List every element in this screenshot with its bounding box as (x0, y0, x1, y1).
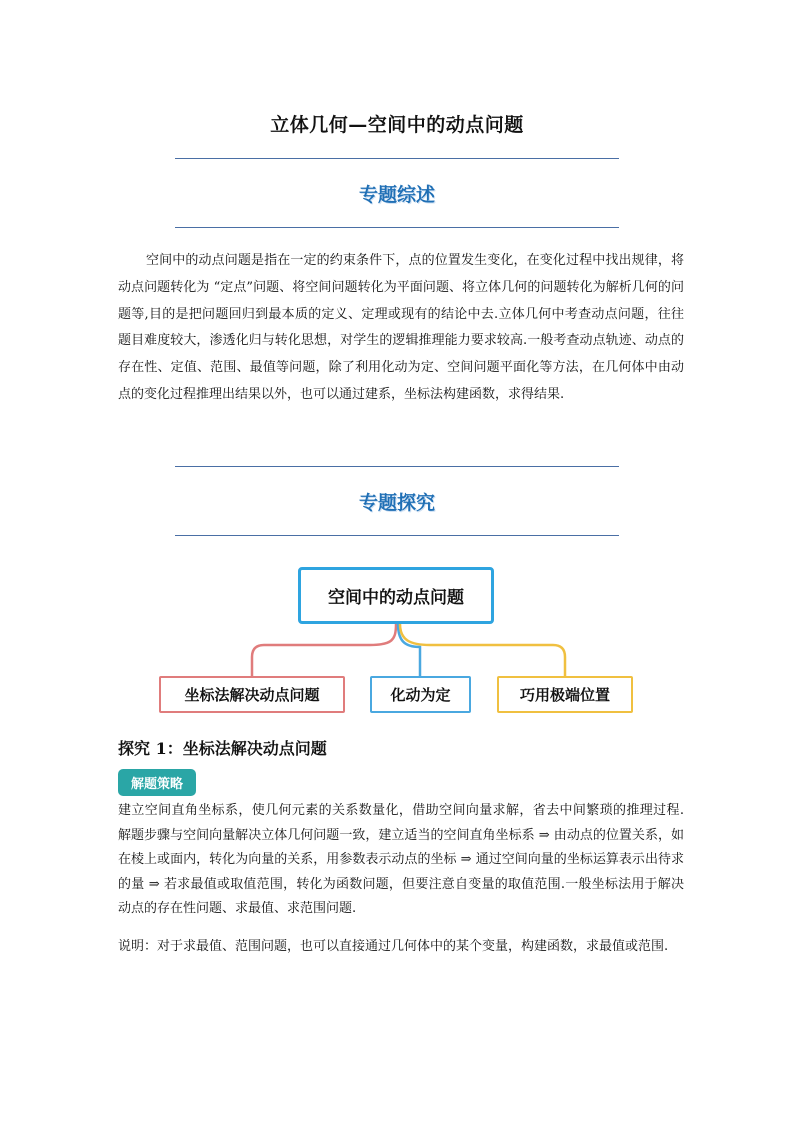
connector-right (400, 624, 565, 676)
connector-middle (398, 624, 420, 676)
explore-heading: 专题探究 (358, 492, 435, 514)
mindmap-node-extreme-position: 巧用极端位置 (497, 676, 633, 713)
divider (175, 535, 619, 536)
mindmap-root: 空间中的动点问题 (298, 567, 494, 624)
connector-left (252, 624, 396, 676)
overview-heading: 专题综述 (358, 184, 435, 206)
strategy-paragraph: 建立空间直角坐标系，使几何元素的关系数量化，借助空间向量求解，省去中间繁琐的推理过程. 解题步骤与空间向量解决立体几何问题一致，建立适当的空间直角坐标系 ⇒ 由动点的位置关系，如在棱上或面内，转化为向量的关系，用参数表示动点的坐标 ⇒ 通过空间向量的坐标运算表示出待求的量 ⇒ 若求最值或取值范围，转化为函数问题，但要注意自变量的取值范围.一般坐标法用于解决动点的存在性问题、求最值、求范围问题. (118, 803, 684, 916)
note-paragraph: 说明：对于求最值、范围问题，也可以直接通过几何体中的某个变量，构建函数，求最值或范围. (118, 939, 669, 954)
strategy-badge: 解题策略 (118, 769, 196, 796)
divider (175, 158, 619, 159)
document-title: 立体几何—空间中的动点问题 (270, 114, 524, 136)
mindmap-node-coordinate-method: 坐标法解决动点问题 (159, 676, 345, 713)
mindmap-node-fix-moving: 化动为定 (370, 676, 471, 713)
overview-paragraph: 空间中的动点问题是指在一定的约束条件下，点的位置发生变化，在变化过程中找出规律，将动点问题转化为 “定点”问题、将空间问题转化为平面问题、将立体几何的问题转化为解析几何的问题等,目的是把问题回归到最本质的定义、定理或现有的结论中去.立体几何中考查动点问题，往往题目难度较大，渗透化归与转化思想，对学生的逻辑推理能力要求较高.一般考查动点轨迹、动点的存在性、定值、范围、最值等问题，除了利用化动为定、空间问题平面化等方法，在几何体中由动点的变化过程推理出结果以外，也可以通过建系，坐标法构建函数，求得结果. (118, 253, 684, 402)
divider (175, 227, 619, 228)
section1-title: 探究 1：坐标法解决动点问题 (118, 739, 327, 758)
divider (175, 466, 619, 467)
